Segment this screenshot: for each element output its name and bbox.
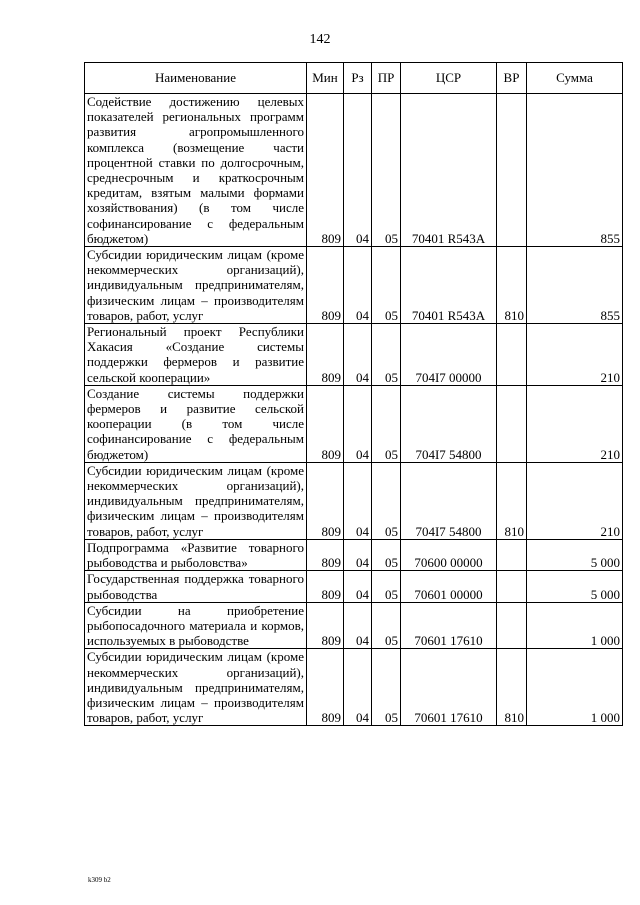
row-csr: 704I7 54800 (401, 385, 497, 462)
row-rz: 04 (344, 571, 372, 602)
row-name: Создание системы поддержки фермеров и развитие сельской кооперации (в том числе софинансирование с федеральным бюджетом) (85, 385, 307, 462)
row-min: 809 (307, 571, 344, 602)
table-row (85, 385, 623, 462)
row-pr: 05 (372, 94, 401, 247)
row-vr: 810 (497, 247, 527, 324)
row-vr (497, 385, 527, 462)
row-vr (497, 94, 527, 247)
row-min: 809 (307, 649, 344, 726)
row-rz: 04 (344, 649, 372, 726)
row-csr: 70401 R543A (401, 247, 497, 324)
table-row (85, 462, 623, 539)
row-vr (497, 539, 527, 570)
row-min: 809 (307, 247, 344, 324)
row-name: Субсидии юридическим лицам (кроме некоммерческих организаций), индивидуальным предпринимателям, физическим лицам – производителям товаров, работ, услуг (85, 247, 307, 324)
row-pr: 05 (372, 462, 401, 539)
row-pr: 05 (372, 571, 401, 602)
row-sum: 210 (527, 385, 623, 462)
row-pr: 05 (372, 539, 401, 570)
table-row (85, 602, 623, 649)
row-sum: 855 (527, 94, 623, 247)
table-header-row (85, 63, 623, 94)
header-vr: ВР (497, 63, 527, 94)
row-rz: 04 (344, 602, 372, 649)
row-csr: 70601 17610 (401, 649, 497, 726)
row-sum: 855 (527, 247, 623, 324)
row-csr: 70401 R543A (401, 94, 497, 247)
table-row (85, 324, 623, 386)
row-rz: 04 (344, 94, 372, 247)
row-vr (497, 571, 527, 602)
table-row (85, 247, 623, 324)
row-min: 809 (307, 324, 344, 386)
row-rz: 04 (344, 247, 372, 324)
row-name: Содействие достижению целевых показателей региональных программ развития агропромышленного комплекса (возмещение части процентной ставки по долгосрочным, среднесрочным и краткосрочным кредитам, взятым малыми формами хозяйствования) (в том числе софинансирование с федеральным бюджетом) (85, 94, 307, 247)
header-pr: ПР (372, 63, 401, 94)
row-pr: 05 (372, 649, 401, 726)
header-rz: Рз (344, 63, 372, 94)
table-row (85, 94, 623, 247)
row-csr: 70600 00000 (401, 539, 497, 570)
header-min: Мин (307, 63, 344, 94)
row-min: 809 (307, 462, 344, 539)
page-number: 142 (309, 32, 331, 47)
row-name: Региональный проект Республики Хакасия «Создание системы поддержки фермеров и развитие сельской кооперации» (85, 324, 307, 386)
row-csr: 704I7 00000 (401, 324, 497, 386)
header-csr: ЦСР (401, 63, 497, 94)
row-pr: 05 (372, 324, 401, 386)
row-vr (497, 324, 527, 386)
row-sum: 5 000 (527, 571, 623, 602)
row-csr: 70601 17610 (401, 602, 497, 649)
row-name: Подпрограмма «Развитие товарного рыбоводства и рыболовства» (85, 539, 307, 570)
table-row (85, 571, 623, 602)
row-pr: 05 (372, 602, 401, 649)
row-name: Субсидии юридическим лицам (кроме некоммерческих организаций), индивидуальным предпринимателям, физическим лицам – производителям товаров, работ, услуг (85, 649, 307, 726)
row-sum: 5 000 (527, 539, 623, 570)
row-rz: 04 (344, 385, 372, 462)
row-rz: 04 (344, 462, 372, 539)
row-sum: 210 (527, 324, 623, 386)
row-min: 809 (307, 94, 344, 247)
row-csr: 70601 00000 (401, 571, 497, 602)
footer-code: k309 b2 (88, 876, 111, 884)
row-sum: 210 (527, 462, 623, 539)
row-pr: 05 (372, 247, 401, 324)
row-vr (497, 602, 527, 649)
row-name: Субсидии юридическим лицам (кроме некоммерческих организаций), индивидуальным предпринимателям, физическим лицам – производителям товаров, работ, услуг (85, 462, 307, 539)
row-rz: 04 (344, 324, 372, 386)
header-name: Наименование (85, 63, 307, 94)
budget-table (84, 62, 623, 726)
row-min: 809 (307, 539, 344, 570)
row-pr: 05 (372, 385, 401, 462)
table-row (85, 649, 623, 726)
row-sum: 1 000 (527, 602, 623, 649)
table-row (85, 539, 623, 570)
row-vr: 810 (497, 462, 527, 539)
row-sum: 1 000 (527, 649, 623, 726)
row-min: 809 (307, 385, 344, 462)
header-sum: Сумма (527, 63, 623, 94)
row-vr: 810 (497, 649, 527, 726)
row-name: Государственная поддержка товарного рыбоводства (85, 571, 307, 602)
row-rz: 04 (344, 539, 372, 570)
row-name: Субсидии на приобретение рыбопосадочного материала и кормов, используемых в рыбоводстве (85, 602, 307, 649)
row-min: 809 (307, 602, 344, 649)
row-csr: 704I7 54800 (401, 462, 497, 539)
